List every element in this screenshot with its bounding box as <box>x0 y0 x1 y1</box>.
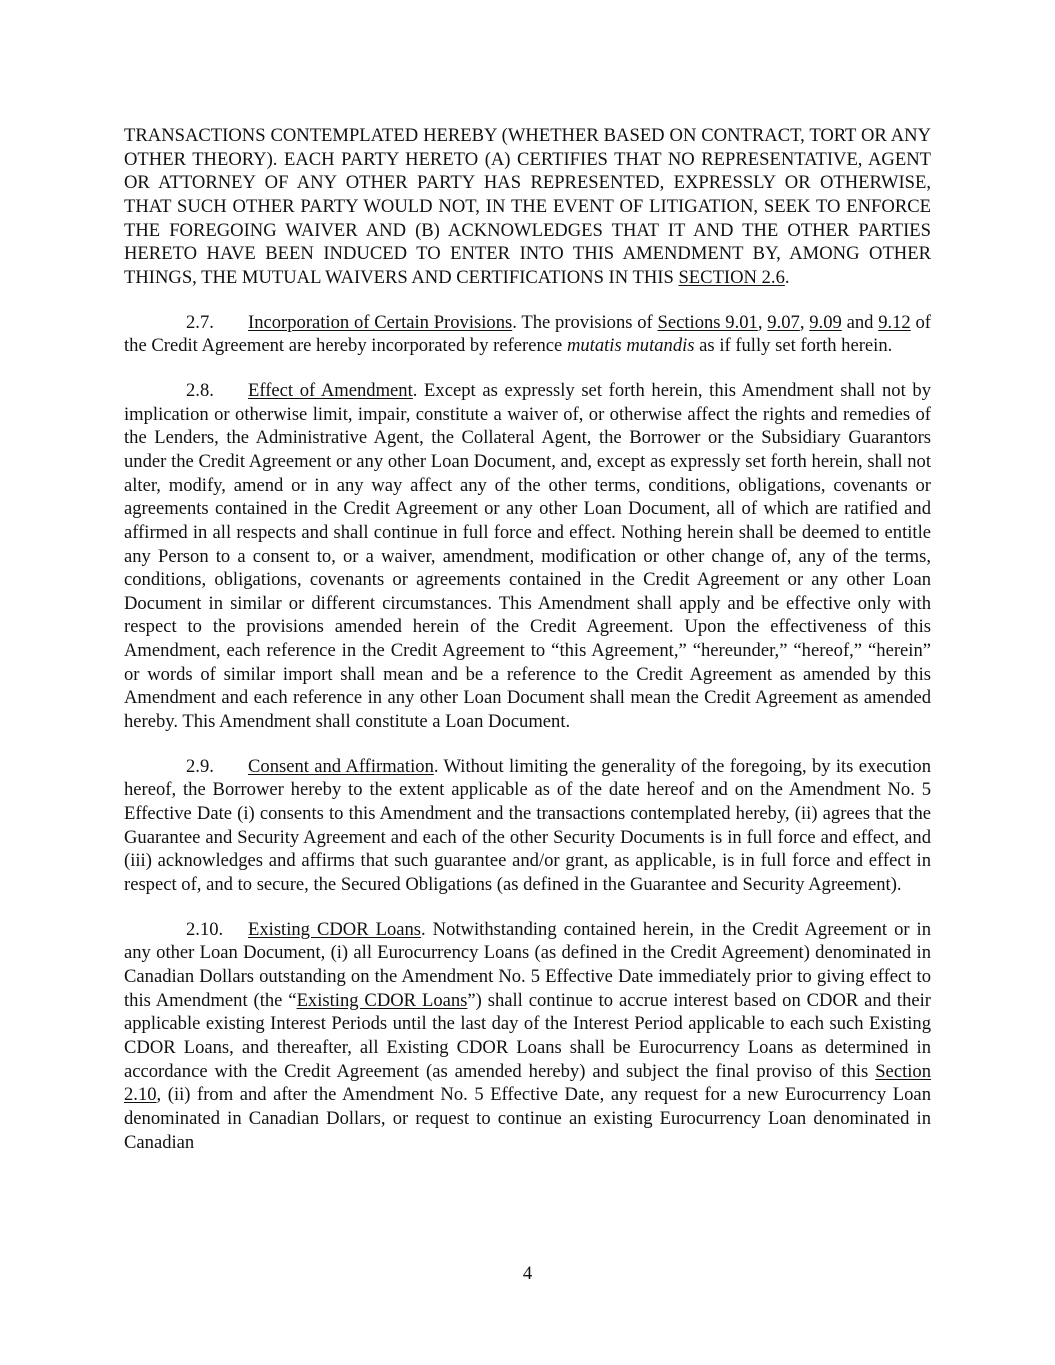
section-text: . The provisions of <box>512 311 658 333</box>
section-reference: 9.12 <box>878 311 911 333</box>
section-heading: Consent and Affirmation <box>248 755 434 777</box>
section-text: , (ii) from and after the Amendment No. 5 Effective Date, any request for a new Eurocurrency Loan denominated in Canadian Dollars, or request to continue an existing Eurocurrency Loan denominated in Canadian <box>124 1084 931 1153</box>
section-text: , <box>799 311 810 333</box>
section-reference: Section 2.10 <box>124 1060 931 1106</box>
section-number: 2.9. <box>186 755 214 777</box>
caps-text-end: . <box>784 266 790 288</box>
page-number: 4 <box>522 1263 533 1284</box>
section-2-6-reference: SECTION 2.6 <box>678 266 785 288</box>
section-2-10 <box>124 918 931 1155</box>
section-number: 2.7. <box>186 311 214 333</box>
section-text: . Except as expressly set forth herein, this Amendment shall not by implication or otherwise limit, impair, constitute a waiver of, or otherwise affect the rights and remedies of the Lenders, the Administrative Agent, the Collateral Agent, the Borrower or the Subsidiary Guarantors under the Credit Agreement or any other Loan Document, and, except as expressly set forth herein, shall not alter, modify, amend or in any way affect any of the other terms, conditions, obligations, covenants or agreements contained in the Credit Agreement or any other Loan Document, all of which are ratified and affirmed in all respects and shall continue in full force and effect. Nothing herein shall be deemed to entitle any Person to a consent to, or a waiver, amendment, modification or other change of, any of the terms, conditions, obligations, covenants or agreements contained in the Credit Agreement or any other Loan Document in similar or different circumstances. This Amendment shall apply and be effective only with respect to the provisions amended herein of the Credit Agreement. Upon the effectiveness of this Amendment, each reference in the Credit Agreement to “this Agreement,” “hereunder,” “hereof,” “herein” or words of similar import shall mean and be a reference to the Credit Agreement as amended by this Amendment and each reference in any other Loan Document shall mean the Credit Agreement as amended hereby. This Amendment shall constitute a Loan Document. <box>124 379 931 733</box>
section-number: 2.8. <box>186 379 214 401</box>
section-reference: 9.07 <box>767 311 800 333</box>
section-2-8 <box>124 379 931 734</box>
section-2-9 <box>124 755 931 897</box>
section-heading: Incorporation of Certain Provisions <box>248 311 513 333</box>
section-text: and <box>841 311 879 333</box>
section-text: as if fully set forth herein. <box>694 335 893 357</box>
section-reference: 9.09 <box>809 311 842 333</box>
caps-text: TRANSACTIONS CONTEMPLATED HEREBY (WHETHER BASED ON CONTRACT, TORT OR ANY OTHER THEORY). EACH PARTY HERETO (A) CERTIFIES THAT NO REPRESENTATIVE, AGENT OR ATTORNEY OF ANY OTHER PARTY HAS REPRESENTED, EXPRESSLY OR OTHERWISE, THAT SUCH OTHER PARTY WOULD NOT, IN THE EVENT OF LITIGATION, SEEK TO ENFORCE THE FOREGOING WAIVER AND (B) ACKNOWLEDGES THAT IT AND THE OTHER PARTIES HERETO HAVE BEEN INDUCED TO ENTER INTO THIS AMENDMENT BY, AMONG OTHER THINGS, THE MUTUAL WAIVERS AND CERTIFICATIONS IN THIS <box>124 125 931 288</box>
defined-term: Existing CDOR Loans <box>296 989 468 1011</box>
latin-phrase: mutatis mutandis <box>566 335 695 357</box>
section-text: . Notwithstanding contained herein, in the Credit Agreement or in any other Loan Document, (i) all Eurocurrency Loans (as defined in the Credit Agreement) denominated in Canadian Dollars outstanding on the Amendment No. 5 Effective Date immediately prior to giving effect to this Amendment (the “ <box>124 918 931 1011</box>
section-text: , <box>757 311 768 333</box>
section-reference: Sections 9.01 <box>657 311 758 333</box>
section-text: of the Credit Agreement are hereby incorporated by reference <box>124 311 931 357</box>
section-number: 2.10. <box>186 918 224 940</box>
section-text: . Without limiting the generality of the foregoing, by its execution hereof, the Borrower hereby to the extent applicable as of the date hereof and on the Amendment No. 5 Effective Date (i) consents to this Amendment and the transactions contemplated hereby, (ii) agrees that the Guarantee and Security Agreement and each of the other Security Documents is in full force and effect, and (iii) acknowledges and affirms that such guarantee and/or grant, as applicable, is in full force and effect in respect of, and to secure, the Secured Obligations (as defined in the Guarantee and Security Agreement). <box>124 755 931 896</box>
section-heading: Effect of Amendment <box>248 379 413 401</box>
document-page <box>124 124 931 1175</box>
section-text: ”) shall continue to accrue interest based on CDOR and their applicable existing Interest Periods until the last day of the Interest Period applicable to each such Existing CDOR Loans, and thereafter, all Existing CDOR Loans shall be Eurocurrency Loans as determined in accordance with the Credit Agreement (as amended hereby) and subject the final proviso of this <box>124 989 931 1082</box>
section-2-7 <box>124 311 931 358</box>
section-heading: Existing CDOR Loans <box>248 918 422 940</box>
waiver-caps-paragraph <box>124 124 931 290</box>
